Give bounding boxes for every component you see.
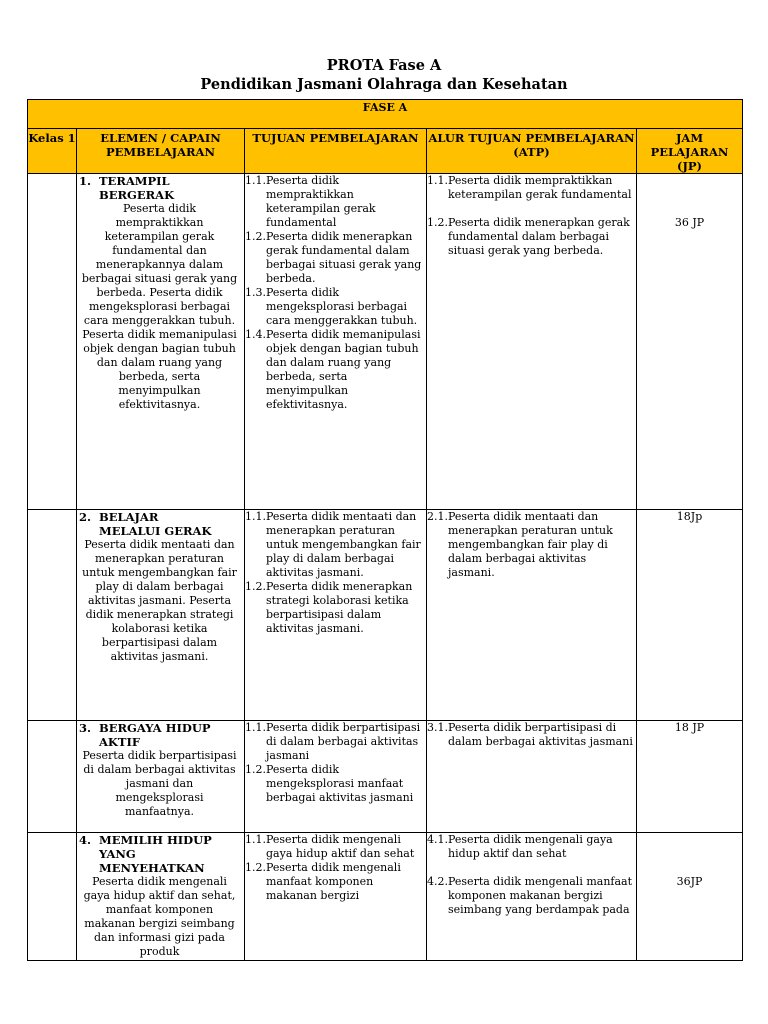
jp-value: 18 JP xyxy=(674,721,705,734)
elemen-cell xyxy=(77,721,245,833)
table-row xyxy=(28,174,743,510)
elemen-title-cont: MENYEHATKAN xyxy=(99,861,205,875)
jp-cell xyxy=(637,510,743,721)
jp-cell xyxy=(637,174,743,510)
table-row xyxy=(28,510,743,721)
elemen-description: Peserta didik berpartisipasi di dalam berbagai aktivitas jasmani dan mengeksplorasi manfaatnya. xyxy=(82,749,237,818)
tujuan-cell xyxy=(245,174,427,510)
list-item: 3.1. Peserta didik berpartisipasi di dalam berbagai aktivitas jasmani xyxy=(427,721,633,748)
header-kelas: Kelas 1 xyxy=(28,129,77,174)
jp-cell xyxy=(637,721,743,833)
list-item: 1.2. Peserta didik menerapkan gerak fundamental dalam berbagai situasi gerak yang berbeda. xyxy=(427,216,630,257)
elemen-description: Peserta didik mentaati dan menerapkan peraturan untuk mengembangkan fair play di dalam berbagai aktivitas jasmani. Peserta didik menerapkan strategi kolaborasi ketika berpartisipasi dalam aktivitas jasmani. xyxy=(82,538,237,663)
list-item: 4.1. Peserta didik mengenali gaya hidup aktif dan sehat xyxy=(427,833,613,860)
list-item: 1.4. Peserta didik memanipulasi objek dengan bagian tubuh dan dalam ruang yang berbeda, serta menyimpulkan efektivitasnya. xyxy=(245,328,421,411)
elemen-title-cont: MELALUI GERAK xyxy=(99,524,212,538)
elemen-cell xyxy=(77,833,245,961)
tujuan-cell xyxy=(245,721,427,833)
table-row xyxy=(28,833,743,961)
list-item: 1.1. Peserta didik berpartisipasi di dalam berbagai aktivitas jasmani xyxy=(245,721,421,762)
elemen-number: 2. xyxy=(79,510,92,524)
document-title: PROTA Fase A xyxy=(326,57,442,74)
list-item: 1.2. Peserta didik menerapkan gerak fundamental dalam berbagai situasi gerak yang berbeda. xyxy=(245,230,422,285)
elemen-description: Peserta didik mengenali gaya hidup aktif dan sehat, manfaat komponen makanan bergizi seimbang dan informasi gizi pada produk xyxy=(83,875,236,958)
elemen-title-cont: AKTIF xyxy=(99,735,141,749)
jp-value: 18Jp xyxy=(676,510,703,523)
elemen-title: BELAJAR xyxy=(99,510,159,524)
kelas-cell xyxy=(28,174,77,510)
tujuan-cell xyxy=(245,510,427,721)
elemen-title: TERAMPIL xyxy=(99,174,170,188)
column-header-row xyxy=(28,129,743,174)
list-item: 1.2. Peserta didik menerapkan strategi kolaborasi ketika berpartisipasi dalam aktivitas jasmani. xyxy=(245,580,413,635)
list-item: 1.1. Peserta didik mempraktikkan keterampilan gerak fundamental xyxy=(427,174,632,201)
tujuan-cell xyxy=(245,833,427,961)
list-item: 1.1. Peserta didik mentaati dan menerapkan peraturan untuk mengembangkan fair play di dalam berbagai aktivitas jasmani. xyxy=(245,510,421,579)
jp-value: 36 JP xyxy=(674,216,705,229)
elemen-number: 3. xyxy=(79,721,92,735)
list-item: 2.1. Peserta didik mentaati dan menerapkan peraturan untuk mengembangkan fair play di dalam berbagai aktivitas jasmani. xyxy=(427,510,613,579)
elemen-title: BERGAYA HIDUP xyxy=(99,721,211,735)
document-subtitle: Pendidikan Jasmani Olahraga dan Kesehatan xyxy=(200,76,568,93)
fase-label: FASE A xyxy=(28,100,743,129)
elemen-number: 4. xyxy=(79,833,92,847)
atp-cell xyxy=(427,510,637,721)
kelas-cell xyxy=(28,833,77,961)
atp-cell xyxy=(427,174,637,510)
atp-cell xyxy=(427,721,637,833)
header-elemen: ELEMEN / CAPAIN PEMBELAJARAN xyxy=(77,129,245,174)
jp-value: 36JP xyxy=(676,875,703,888)
elemen-title-cont: YANG xyxy=(99,847,136,861)
elemen-description: Peserta didik mempraktikkan keterampilan gerak fundamental dan menerapkannya dalam berbagai situasi gerak yang berbeda. Peserta didik mengeksplorasi berbagai cara menggerakkan tubuh. Peserta didik memanipulasi objek dengan bagian tubuh dan dalam ruang yang berbeda, serta menyimpulkan efektivitasnya. xyxy=(81,202,238,411)
header-tujuan: TUJUAN PEMBELAJARAN xyxy=(245,129,427,174)
list-item: 1.3. Peserta didik mengeksplorasi berbagai cara menggerakkan tubuh. xyxy=(245,286,418,327)
fase-header-row xyxy=(28,100,743,129)
elemen-title-cont: BERGERAK xyxy=(99,188,175,202)
jp-cell xyxy=(637,833,743,961)
elemen-cell xyxy=(77,510,245,721)
list-item: 1.1. Peserta didik mengenali gaya hidup aktif dan sehat xyxy=(245,833,415,860)
atp-cell xyxy=(427,833,637,961)
prota-table xyxy=(27,99,743,961)
table-row xyxy=(28,721,743,833)
kelas-cell xyxy=(28,510,77,721)
kelas-cell xyxy=(28,721,77,833)
header-jam: JAM PELAJARAN (JP) xyxy=(637,129,743,174)
list-item: 4.2. Peserta didik mengenali manfaat komponen makanan bergizi seimbang yang berdampak pada xyxy=(427,875,633,916)
list-item: 1.1. Peserta didik mempraktikkan keterampilan gerak fundamental xyxy=(245,174,376,229)
list-item: 1.2. Peserta didik mengeksplorasi manfaat berbagai aktivitas jasmani xyxy=(245,763,414,804)
header-atp: ALUR TUJUAN PEMBELAJARAN (ATP) xyxy=(427,129,637,174)
elemen-cell xyxy=(77,174,245,510)
elemen-number: 1. xyxy=(79,174,92,188)
elemen-title: MEMILIH HIDUP xyxy=(99,833,212,847)
list-item: 1.2. Peserta didik mengenali manfaat komponen makanan bergizi xyxy=(245,861,401,902)
